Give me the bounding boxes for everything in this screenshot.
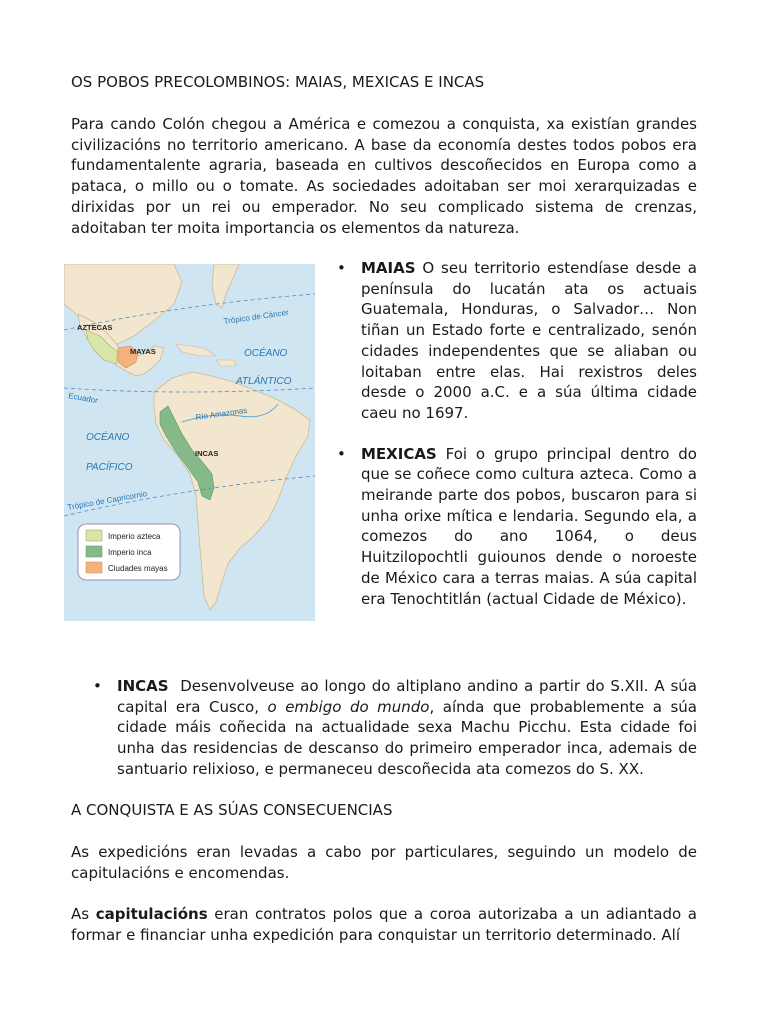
- incas-italic: o embigo do mundo: [267, 697, 430, 716]
- map-legend: [78, 524, 180, 580]
- map-label-ecuador: Ecuador: [67, 391, 99, 406]
- map-label-oceano-pacifico-1: OCÉANO: [86, 432, 130, 443]
- conquest-heading: A CONQUISTA E AS SÚAS CONSECUENCIAS: [71, 801, 393, 819]
- incas-text-b: , aínda que probablemente a súa cidade máis coñecida na actualidade sexa Machu Picchu. Esta cidade foi unha das residencias de descanso do primeiro emperador inca, ademais de santuario relixioso, e permaneceu descoñecida ata comezos do S. XX.: [117, 697, 698, 778]
- legend-label-aztec: Imperio azteca: [108, 532, 161, 541]
- legend-swatch-aztec: [86, 530, 102, 541]
- incas-name: INCAS: [117, 677, 169, 695]
- map-label-oceano-atlantico-2: ATLÁNTICO: [236, 376, 292, 387]
- map-label-mayas: MAYAS: [130, 347, 156, 356]
- incas-list: [93, 676, 702, 780]
- legend-swatch-maya: [86, 562, 102, 573]
- map-label-oceano-atlantico-1: OCÉANO: [244, 348, 288, 359]
- mexicas-text: Foi o grupo principal dentro do que se coñece como cultura azteca. Como a meirande parte dos pobos, buscaron para si unha orixe mítica e lendaria. Segundo ela, a comezos do ano 1064, o deus Huitzilopochtli guiounos dende o noroeste de México cara a terras maias. A súa capital era Tenochtitlán (actual Cidade de México).: [361, 444, 697, 608]
- bullet-icon: •: [93, 677, 102, 695]
- civilizations-list: [337, 258, 697, 609]
- list-item-maias: [337, 258, 697, 424]
- list-item-incas: [93, 676, 702, 780]
- capitulations-prefix: As: [71, 905, 96, 923]
- legend-label-inca: Imperio inca: [108, 548, 152, 557]
- capitulations-term: capitulacións: [95, 905, 208, 923]
- capitulations-paragraph: [71, 904, 697, 945]
- capitulations-text: eran contratos polos que a coroa autorizaba a un adiantado a formar e financiar unha expedición para conquistar un territorio determinado. Alí: [71, 905, 697, 944]
- mexicas-name: MEXICAS: [361, 444, 437, 463]
- map-label-tropic-capricorn: Trópico de Capricornio: [66, 489, 148, 512]
- map-label-rio-amazonas: Río Amazonas: [195, 405, 248, 422]
- bullet-icon: •: [337, 444, 346, 463]
- legend-swatch-inca: [86, 546, 102, 557]
- legend-label-maya: Ciudades mayas: [108, 564, 168, 573]
- precolumbian-map: [64, 264, 315, 621]
- map-label-tropic-cancer: Trópico de Cáncer: [223, 307, 290, 326]
- list-item-mexicas: [337, 444, 697, 610]
- incas-text-a: Desenvolveuse ao longo do altiplano andino a partir do S.XII. A súa capital era Cusco,: [117, 677, 702, 716]
- maias-text: O seu territorio estendíase desde a península do lucatán ata os actuais Guatemala, Honduras, o Salvador… Non tiñan un Estado forte e centralizado, senón cidades independentes que se aliaban ou loitaban entre elas. Hai rexistros deles desde o 2000 a.C. e a súa última cidade caeu no 1697.: [361, 259, 697, 422]
- map-label-aztecas: AZTECAS: [77, 323, 113, 332]
- intro-paragraph: Para cando Colón chegou a América e comezou a conquista, xa existían grandes civilizacións no territorio americano. A base da economía destes todos pobos era fundamentalente agraria, baseada en cultivos descoñecidos en Europa como a pataca, o millo ou o tomate. As sociedades adoitaban ser moi xerarquizadas e dirixidas por un rei ou emperador. No seu complicado sistema de crenzas, adoitaban ter moita importancia os elementos da natureza.: [71, 115, 697, 237]
- map-label-oceano-pacifico-2: PACÍFICO: [86, 462, 133, 473]
- bullet-icon: •: [337, 259, 346, 277]
- map-label-incas: INCAS: [195, 449, 219, 458]
- maias-name: MAIAS: [361, 259, 416, 277]
- document-title: OS POBOS PRECOLOMBINOS: MAIAS, MEXICAS E INCAS: [71, 73, 485, 91]
- expeditions-paragraph: As expedicións eran levadas a cabo por particulares, seguindo un modelo de capitulacións e encomendas.: [71, 843, 697, 882]
